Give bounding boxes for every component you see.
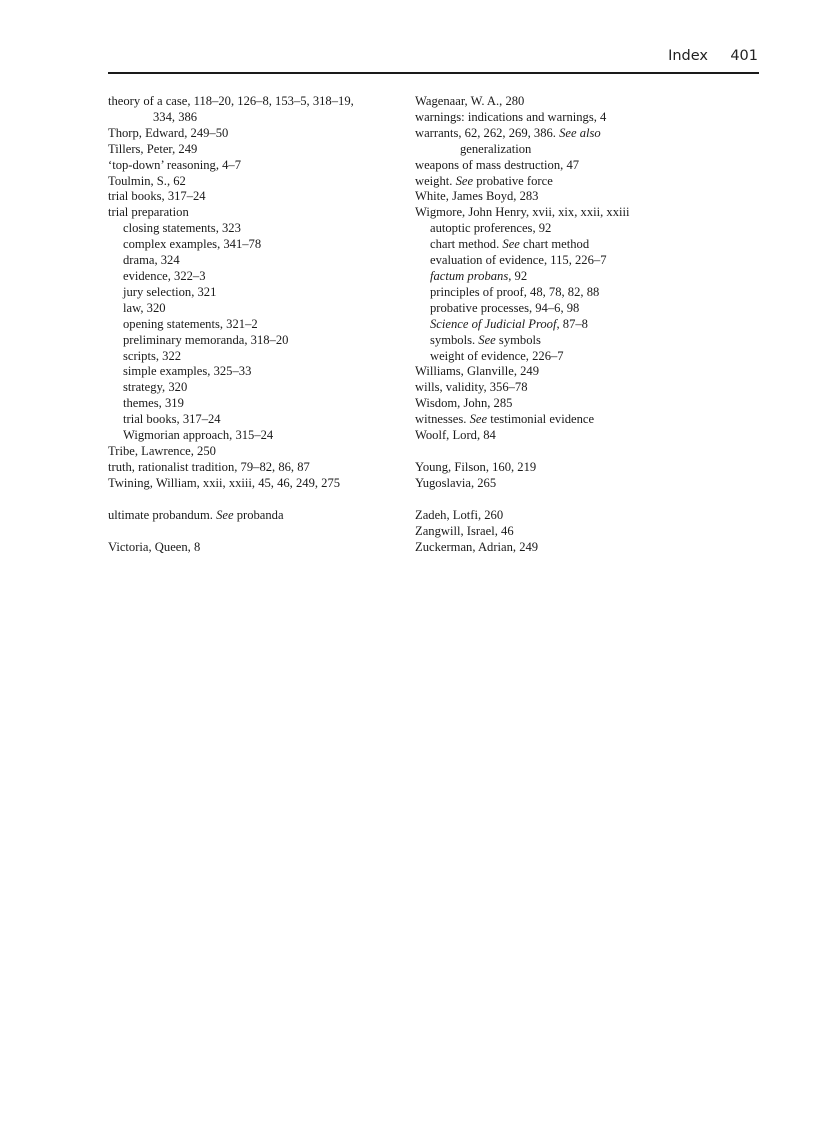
entry-text: witnesses. [415, 412, 470, 427]
index-entry [108, 126, 403, 142]
index-entry [108, 444, 403, 460]
index-subentry [415, 349, 715, 365]
index-entry [415, 508, 715, 524]
entry-text: probative force [473, 173, 553, 188]
entry-text: Tribe, Lawrence, 250 [108, 443, 216, 458]
index-subentry [415, 269, 715, 285]
index-entry [415, 412, 715, 428]
entry-text: factum probans [430, 268, 509, 283]
entry-text: ‘top-down’ reasoning, 4–7 [108, 157, 242, 172]
entry-text: trial books, 317–24 [123, 412, 221, 427]
index-entry [108, 540, 403, 556]
entry-text: themes, 319 [123, 396, 184, 411]
index-subentry [108, 380, 403, 396]
entry-text: 334, 386 [153, 109, 198, 124]
entry-text: chart method [519, 237, 590, 252]
index-entry [415, 380, 715, 396]
entry-text: See [455, 173, 474, 188]
entry-text: symbols. [430, 332, 479, 347]
entry-text: See also [559, 125, 601, 140]
index-subentry [108, 237, 403, 253]
index-subentry [108, 428, 403, 444]
entry-text: , 87–8 [556, 316, 588, 331]
entry-text: warnings: indications and warnings, 4 [415, 109, 607, 124]
entry-text: law, 320 [123, 300, 166, 315]
entry-text: trial books, 317–24 [108, 189, 206, 204]
index-subentry [415, 221, 715, 237]
index-subentry [108, 269, 403, 285]
index-entry [108, 174, 403, 190]
entry-text: See [502, 237, 520, 252]
header-rule [108, 72, 759, 74]
index-entry [108, 189, 403, 205]
entry-text: warrants, 62, 262, 269, 386. [415, 125, 560, 140]
index-entry [415, 94, 715, 110]
index-entry [415, 428, 715, 444]
index-entry [415, 524, 715, 540]
entry-text: weight of evidence, 226–7 [430, 348, 564, 363]
index-subentry [415, 333, 715, 349]
entry-text: Woolf, Lord, 84 [415, 428, 496, 443]
entry-text: testimonial evidence [487, 412, 595, 427]
entry-text: strategy, 320 [123, 380, 188, 395]
entry-text: symbols [495, 332, 541, 347]
index-entry [108, 460, 403, 476]
index-entry [415, 174, 715, 190]
index-subentry [108, 253, 403, 269]
index-subentry [108, 317, 403, 333]
index-subentry [108, 349, 403, 365]
entry-text: preliminary memoranda, 318–20 [123, 332, 289, 347]
entry-text: weapons of mass destruction, 47 [415, 157, 580, 172]
index-entry [108, 205, 403, 221]
entry-text: Zadeh, Lotfi, 260 [415, 507, 504, 522]
index-subentry [108, 221, 403, 237]
running-head [108, 48, 758, 72]
entry-text: Thorp, Edward, 249–50 [108, 125, 229, 140]
entry-text: Yugoslavia, 265 [415, 475, 497, 490]
entry-text: Zangwill, Israel, 46 [415, 523, 514, 538]
index-subentry [415, 285, 715, 301]
entry-text: evidence, 322–3 [123, 268, 206, 283]
entry-text: simple examples, 325–33 [123, 364, 252, 379]
entry-text: Twining, William, xxii, xxiii, 45, 46, 249, 275 [108, 475, 341, 490]
index-entry-continuation [415, 142, 715, 158]
entry-text: scripts, 322 [123, 348, 182, 363]
index-entry [108, 142, 403, 158]
letter-group-gap [415, 492, 715, 508]
index-subentry [415, 237, 715, 253]
index-entry [415, 205, 715, 221]
index-entry [415, 540, 715, 556]
entry-text: Zuckerman, Adrian, 249 [415, 539, 539, 554]
entry-text: chart method. [430, 237, 503, 252]
entry-text: probanda [233, 507, 284, 522]
index-column-right [415, 94, 715, 555]
letter-group-gap [108, 524, 403, 540]
index-entry [415, 126, 715, 142]
index-subentry [415, 317, 715, 333]
entry-text: , 92 [508, 268, 528, 283]
running-head-label: Index [668, 48, 708, 64]
index-entry [108, 508, 403, 524]
entry-text: weight. [415, 173, 456, 188]
index-entry [415, 158, 715, 174]
entry-text: probative processes, 94–6, 98 [430, 300, 580, 315]
entry-text: See [469, 412, 488, 427]
entry-text: Wagenaar, W. A., 280 [415, 94, 525, 108]
index-entry [415, 460, 715, 476]
index-entry [415, 189, 715, 205]
entry-text: truth, rationalist tradition, 79–82, 86, 87 [108, 459, 310, 474]
letter-group-gap [108, 492, 403, 508]
index-entry [415, 364, 715, 380]
entry-text: closing statements, 323 [123, 221, 241, 236]
index-entry [415, 396, 715, 412]
entry-text: Wigmore, John Henry, xvii, xix, xxii, xxiii [415, 205, 630, 220]
entry-text: Young, Filson, 160, 219 [415, 459, 537, 474]
index-subentry [108, 333, 403, 349]
index-subentry [108, 396, 403, 412]
entry-text: theory of a case, 118–20, 126–8, 153–5, 318–19, [108, 94, 354, 108]
entry-text: autoptic proferences, 92 [430, 221, 552, 236]
entry-text: Williams, Glanville, 249 [415, 364, 540, 379]
index-entry [108, 158, 403, 174]
entry-text: drama, 324 [123, 253, 180, 268]
entry-text: Toulmin, S., 62 [108, 173, 186, 188]
index-column-left [108, 94, 403, 555]
index-entry-continuation [108, 110, 403, 126]
index-subentry [108, 301, 403, 317]
entry-text: wills, validity, 356–78 [415, 380, 528, 395]
index-entry [108, 476, 403, 492]
entry-text: principles of proof, 48, 78, 82, 88 [430, 284, 600, 299]
page-number: 401 [730, 48, 758, 64]
entry-text: generalization [460, 141, 532, 156]
entry-text: evaluation of evidence, 115, 226–7 [430, 253, 607, 268]
index-subentry [415, 253, 715, 269]
entry-text: trial preparation [108, 205, 189, 220]
entry-text: See [216, 507, 234, 522]
entry-text: ultimate probandum. [108, 507, 217, 522]
entry-text: jury selection, 321 [123, 284, 217, 299]
index-subentry [108, 364, 403, 380]
index-entry [415, 110, 715, 126]
index-entry [415, 476, 715, 492]
entry-text: Wisdom, John, 285 [415, 396, 513, 411]
index-subentry [108, 412, 403, 428]
entry-text: complex examples, 341–78 [123, 237, 262, 252]
letter-group-gap [415, 444, 715, 460]
entry-text: White, James Boyd, 283 [415, 189, 539, 204]
index-subentry [108, 285, 403, 301]
index-entry [108, 94, 403, 110]
entry-text: Tillers, Peter, 249 [108, 141, 198, 156]
entry-text: Wigmorian approach, 315–24 [123, 428, 274, 443]
entry-text: Science of Judicial Proof [430, 316, 557, 331]
entry-text: opening statements, 321–2 [123, 316, 258, 331]
entry-text: See [478, 332, 496, 347]
index-subentry [415, 301, 715, 317]
entry-text: Victoria, Queen, 8 [108, 539, 201, 554]
